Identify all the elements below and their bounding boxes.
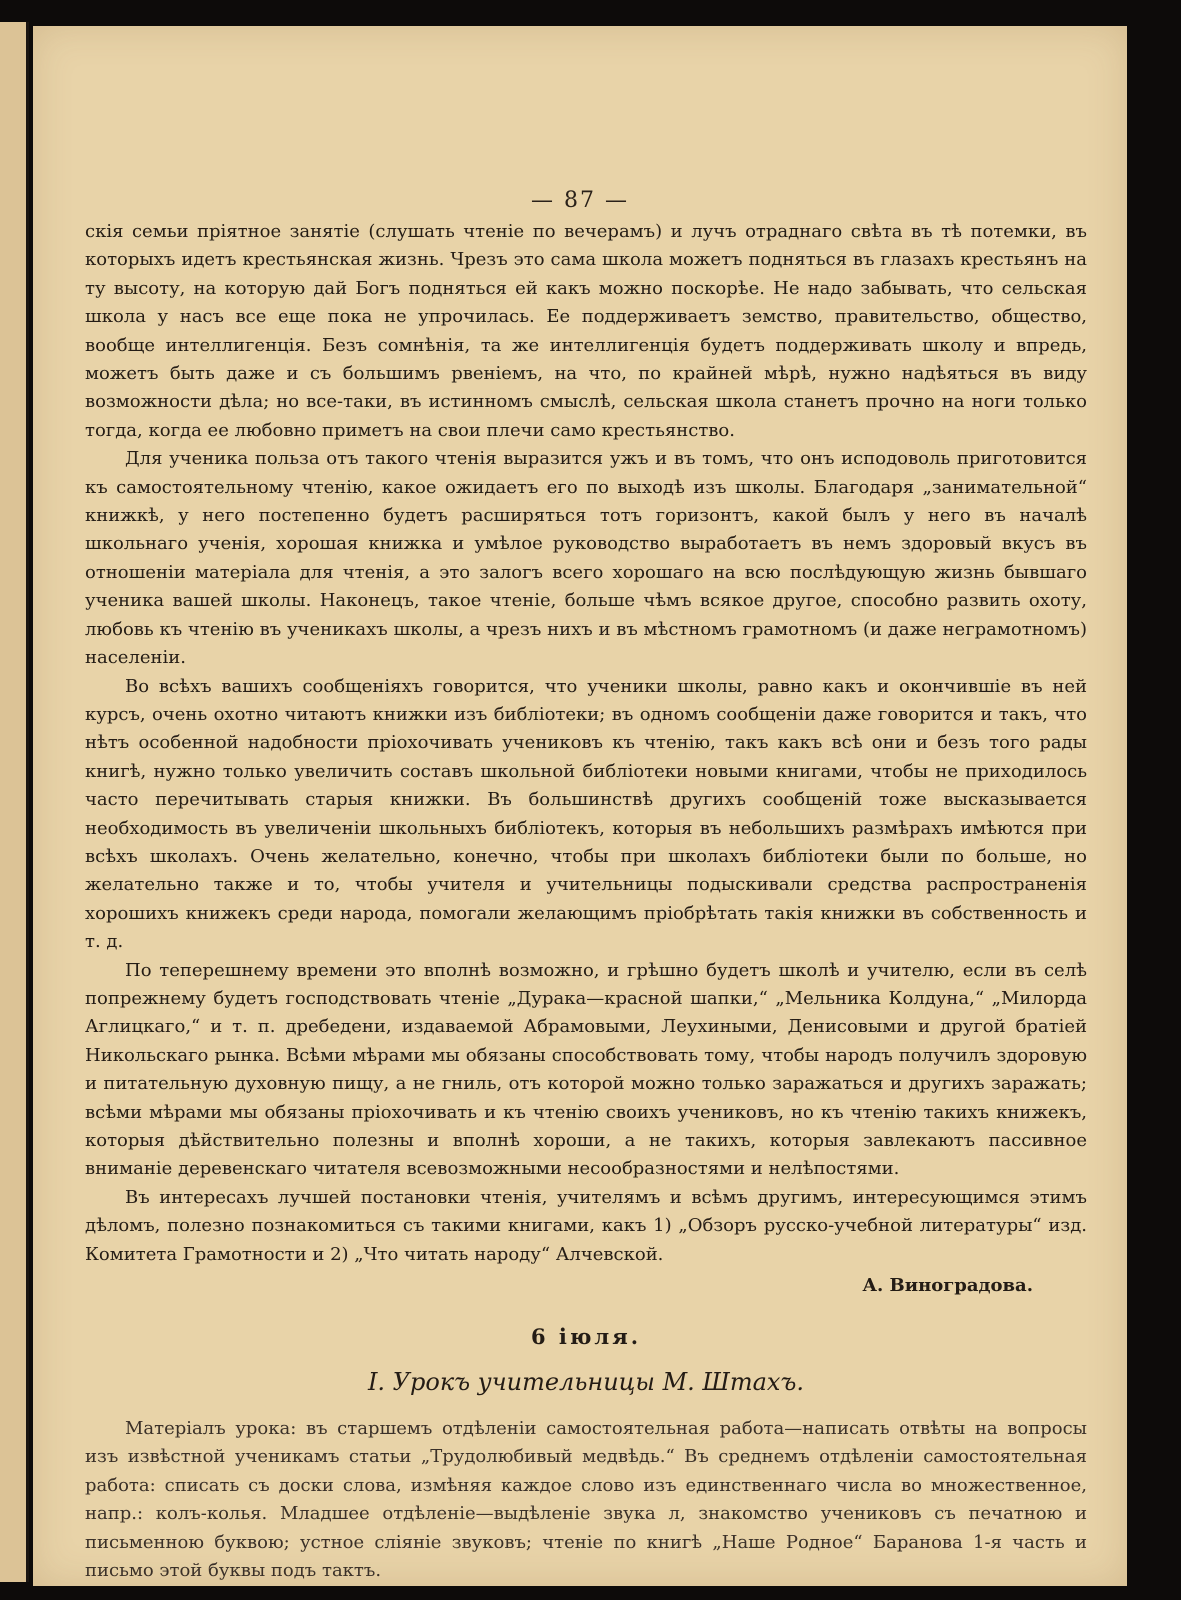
lesson-paragraph: Матеріалъ урока: въ старшемъ отдѣленіи самостоятельная работа—написать отвѣты на вопросы изъ извѣстной ученикамъ статьи „Трудолюбивый медвѣдь.“ Въ среднемъ отдѣленіи самостоятельная работа: списать съ доски слова, измѣняя каждое слово изъ единственнаго числа во множественное, напр.: колъ-колья. Младшее отдѣленіе—выдѣленіе звука л, знакомство учениковъ съ печатною и письменною буквою; устное сліяніе звуковъ; чтеніе по книгѣ „Наше Родное“ Баранова 1-я часть и письмо этой буквы подъ тактъ. xyxy=(85,1418,1087,1582)
paragraph-4: По теперешнему времени это вполнѣ возможно, и грѣшно будетъ школѣ и учителю, если въ селѣ попрежнему будетъ господствовать чтеніе „Дурака—красной шапки,“ „Мельника Колдуна,“ „Милорда Аглицкаго,“ и т. п. дребедени, издаваемой Абрамовыми, Леухиными, Денисовыми и другой братіей Никольскаго рынка. Всѣми мѣрами мы обязаны способствовать тому, чтобы народъ получилъ здоровую и питательную духовную пищу, а не гниль, отъ которой можно только заражаться и другихъ заражать; всѣми мѣрами мы обязаны пріохочивать и къ чтенію своихъ учениковъ, но къ чтенію такихъ книжекъ, которыя дѣйствительно полезны и вполнѣ хороши, а не такихъ, которыя завлекаютъ пассивное вниманіе деревенскаго читателя всевозможными несообразностями и нелѣпостями. xyxy=(85,959,1087,1180)
document-page xyxy=(33,26,1127,1586)
paragraph-5: Въ интересахъ лучшей постановки чтенія, учителямъ и всѣмъ другимъ, интересующимся этимъ дѣломъ, полезно познакомиться съ такими книгами, какъ 1) „Обзоръ русско-учебной литературы“ изд. Комитета Грамотности и 2) „Что читать народу“ Алчевской. xyxy=(85,1186,1087,1265)
author-signature: А. Виноградова. xyxy=(862,1275,1033,1297)
page-number: — 87 — xyxy=(531,188,629,213)
page-body xyxy=(85,218,1087,1585)
paragraph-1: скія семьи пріятное занятіе (слушать чтеніе по вечерамъ) и лучъ отраднаго свѣта въ тѣ потемки, въ которыхъ идетъ крестьянская жизнь. Чрезъ это сама школа можетъ подняться въ глазахъ крестьянъ на ту высоту, на которую дай Богъ подняться ей какъ можно поскорѣе. Не надо забывать, что сельская школа у насъ все еще пока не упрочилась. Ее поддерживаетъ земство, правительство, общество, вообще интеллигенція. Безъ сомнѣнія, та же интеллигенція будетъ поддерживать школу и впредь, можетъ быть даже и съ большимъ рвеніемъ, на что, по крайней мѣрѣ, нужно надѣяться въ виду возможности дѣла; но все-таки, въ истинномъ смыслѣ, сельская школа станетъ прочно на ноги только тогда, когда ее любовно приметъ на свои плечи само крестьянство. xyxy=(85,221,1087,441)
paragraph-3: Во всѣхъ вашихъ сообщеніяхъ говорится, что ученики школы, равно какъ и окончившіе въ ней курсъ, очень охотно читаютъ книжки изъ библіотеки; въ одномъ сообщеніи даже говорится и такъ, что нѣтъ особенной надобности пріохочивать учениковъ къ чтенію, такъ какъ всѣ они и безъ того рады книгѣ, нужно только увеличить составъ школьной библіотеки новыми книгами, чтобы не приходилось часто перечитывать старыя книжки. Въ большинствѣ другихъ сообщеній тоже высказывается необходимость въ увеличеніи школьныхъ библіотекъ, которыя въ небольшихъ размѣрахъ имѣются при всѣхъ школахъ. Очень желательно, конечно, чтобы при школахъ библіотеки были по больше, но желательно также и то, чтобы учителя и учительницы подыскивали средства распространенія хорошихъ книжекъ среди народа, помогали желающимъ пріобрѣтать такія книжки въ собственность и т. д. xyxy=(85,675,1087,953)
lesson-title: I. Урокъ учительницы М. Штахъ. xyxy=(367,1368,805,1397)
paragraph-2: Для ученика польза отъ такого чтенія выразится ужъ и въ томъ, что онъ исподоволь приготовится къ самостоятельному чтенію, какое ожидаетъ его по выходѣ изъ школы. Благодаря „занимательной“ книжкѣ, у него постепенно будетъ расширяться тотъ горизонтъ, какой былъ у него въ началѣ школьнаго ученія, хорошая книжка и умѣлое руководство выработаетъ въ немъ здоровый вкусъ въ отношеніи матеріала для чтенія, а это залогъ всего хорошаго на всю послѣдующую жизнь бывшаго ученика вашей школы. Наконецъ, такое чтеніе, больше чѣмъ всякое другое, способно развить охоту, любовь къ чтенію въ ученикахъ школы, а чрезъ нихъ и въ мѣстномъ грамотномъ (и даже неграмотномъ) населеніи. xyxy=(85,448,1087,669)
date-heading: 6 іюля. xyxy=(530,1324,642,1350)
adjacent-page-edge xyxy=(0,22,29,1582)
